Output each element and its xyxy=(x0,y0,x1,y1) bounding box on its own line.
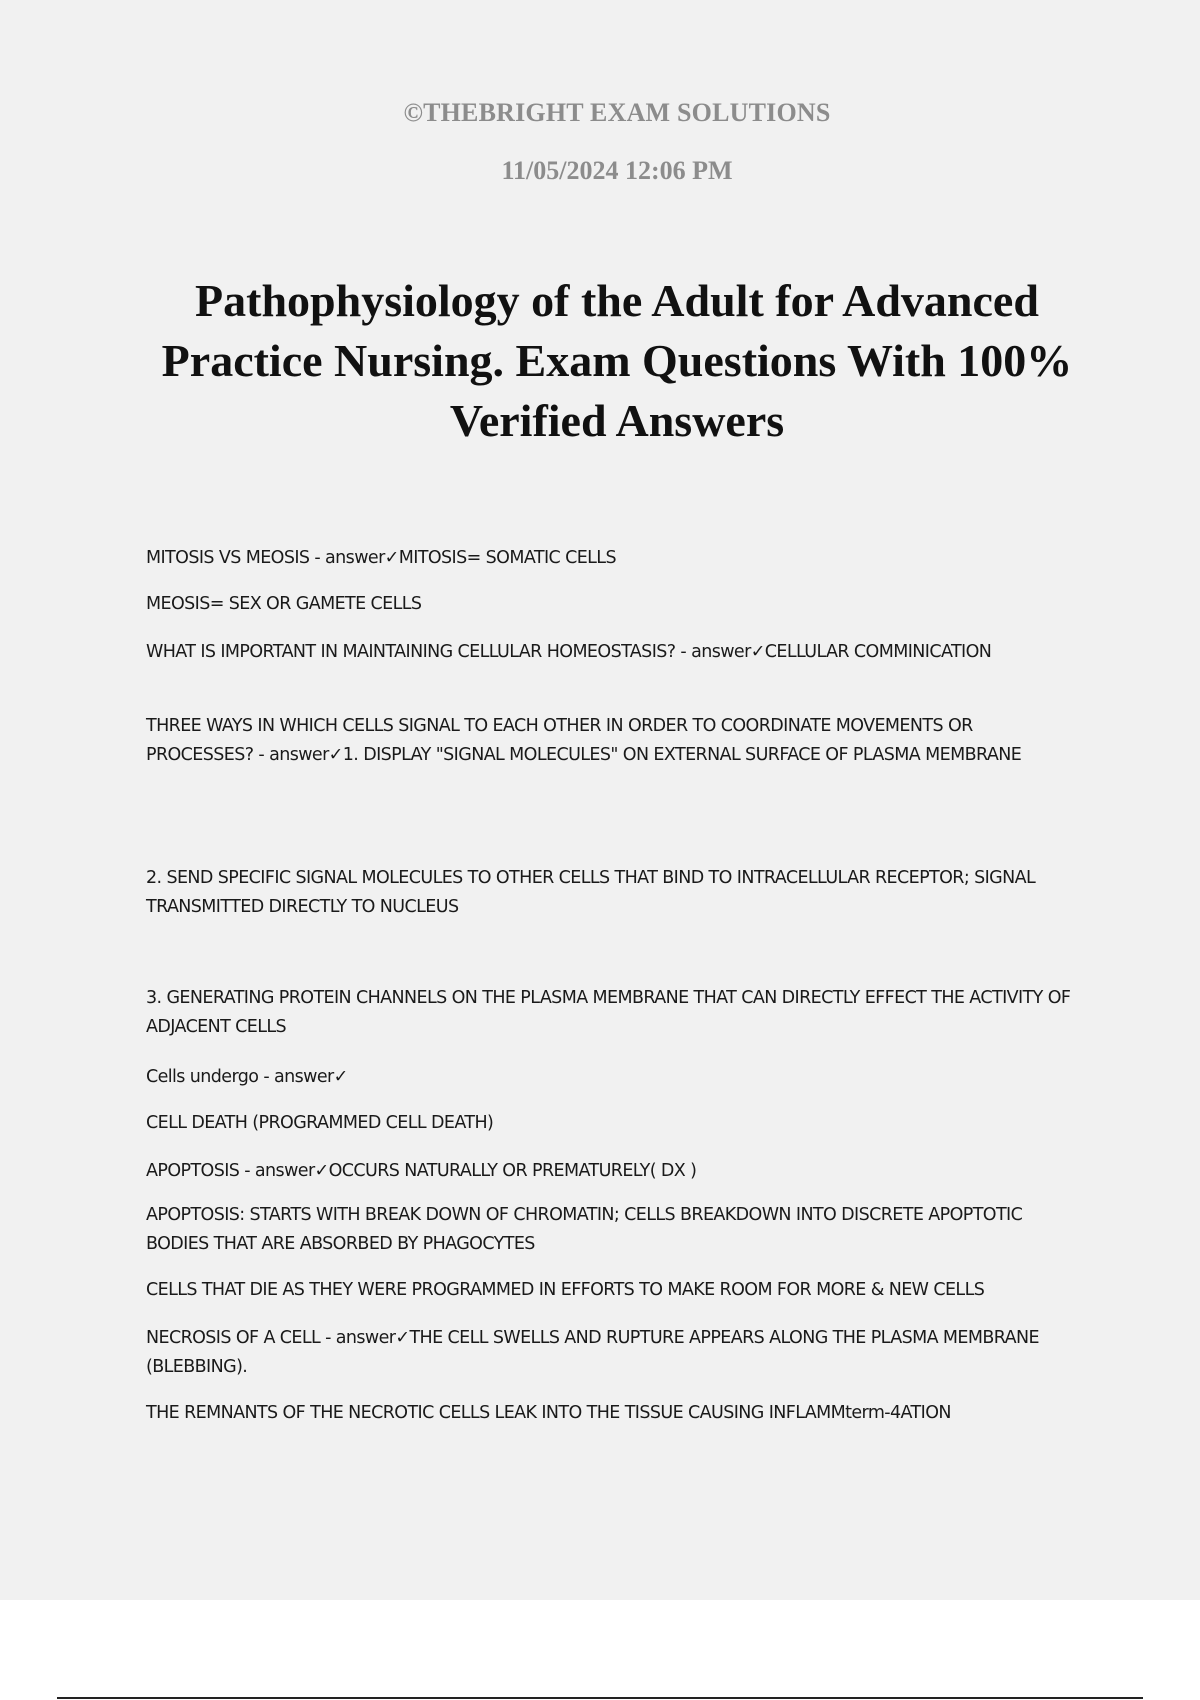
document-title: Pathophysiology of the Adult for Advanced Practice Nursing. Exam Questions With 100% Verified Answers xyxy=(161,275,1073,446)
paragraph: CELL DEATH (PROGRAMMED CELL DEATH) xyxy=(146,1113,494,1133)
paragraph: NECROSIS OF A CELL - answer✓THE CELL SWELLS AND RUPTURE APPEARS ALONG THE PLASMA MEMBRANE (BLEBBING). xyxy=(146,1328,1039,1377)
paragraph: WHAT IS IMPORTANT IN MAINTAINING CELLULAR HOMEOSTASIS? - answer✓CELLULAR COMMINICATION xyxy=(146,642,992,662)
paragraph: MITOSIS VS MEOSIS - answer✓MITOSIS= SOMATIC CELLS xyxy=(146,548,616,568)
header-datetime: 11/05/2024 12:06 PM xyxy=(501,156,733,185)
paragraph: 3. GENERATING PROTEIN CHANNELS ON THE PLASMA MEMBRANE THAT CAN DIRECTLY EFFECT THE ACTIVITY OF ADJACENT CELLS xyxy=(146,988,1071,1037)
header-brand: ©THEBRIGHT EXAM SOLUTIONS xyxy=(403,98,831,127)
paragraph: APOPTOSIS: STARTS WITH BREAK DOWN OF CHROMATIN; CELLS BREAKDOWN INTO DISCRETE APOPTOTIC BODIES THAT ARE ABSORBED BY PHAGOCYTES xyxy=(146,1205,1023,1254)
paragraph: THREE WAYS IN WHICH CELLS SIGNAL TO EACH OTHER IN ORDER TO COORDINATE MOVEMENTS OR PROCESSES? - answer✓1. DISPLAY "SIGNAL MOLECULES" ON EXTERNAL SURFACE OF PLASMA MEMBRANE xyxy=(146,716,1022,765)
paragraph: MEOSIS= SEX OR GAMETE CELLS xyxy=(146,594,422,614)
paragraph: CELLS THAT DIE AS THEY WERE PROGRAMMED IN EFFORTS TO MAKE ROOM FOR MORE & NEW CELLS xyxy=(146,1280,985,1300)
paragraph: APOPTOSIS - answer✓OCCURS NATURALLY OR PREMATURELY( DX ) xyxy=(146,1161,697,1181)
paragraph: THE REMNANTS OF THE NECROTIC CELLS LEAK INTO THE TISSUE CAUSING INFLAMMterm-4ATION xyxy=(146,1403,951,1423)
paragraph: 2. SEND SPECIFIC SIGNAL MOLECULES TO OTHER CELLS THAT BIND TO INTRACELLULAR RECEPTOR; SIGNAL TRANSMITTED DIRECTLY TO NUCLEUS xyxy=(146,868,1036,917)
paragraph: Cells undergo - answer✓ xyxy=(146,1067,348,1087)
footer-divider xyxy=(57,1697,1143,1699)
